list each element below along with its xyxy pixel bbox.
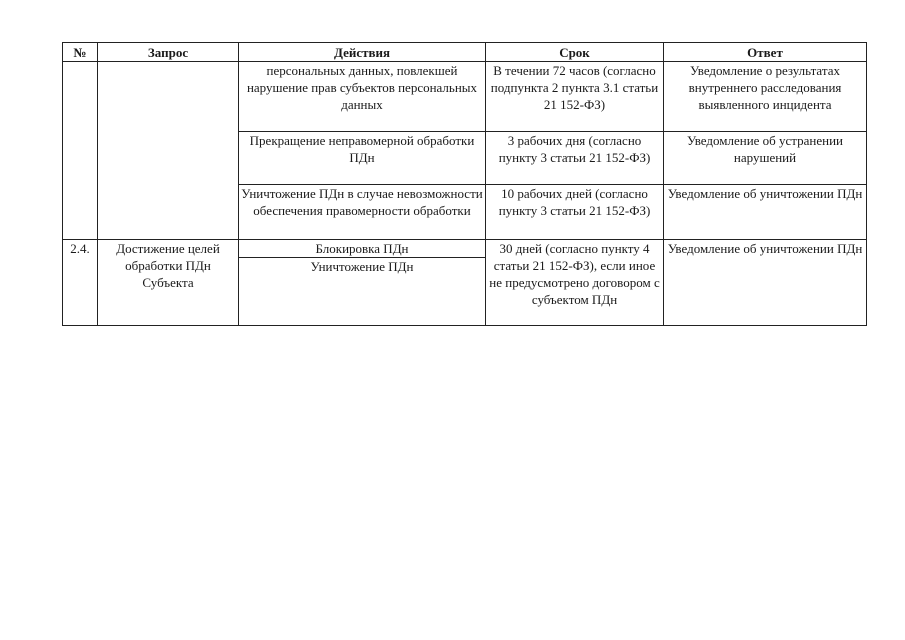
cell-action: Прекращение неправомерной обработки ПДн: [239, 132, 486, 185]
requests-table: [62, 42, 867, 326]
header-number: №: [63, 43, 98, 62]
cell-answer: Уведомление об уничтожении ПДн: [664, 240, 867, 326]
cell-term: В течении 72 часов (согласно подпункта 2 пункта 3.1 статьи 21 152-ФЗ): [486, 62, 664, 132]
cell-term: 10 рабочих дней (согласно пункту 3 статьи 21 152-ФЗ): [486, 185, 664, 240]
header-actions: Действия: [239, 43, 486, 62]
cell-number-empty: [63, 62, 98, 240]
cell-action-destroy: Уничтожение ПДн: [239, 258, 486, 326]
cell-number: 2.4.: [63, 240, 98, 326]
header-term: Срок: [486, 43, 664, 62]
cell-answer: Уведомление об устранении нарушений: [664, 132, 867, 185]
table-row: [63, 240, 867, 258]
cell-term: 30 дней (согласно пункту 4 статьи 21 152-ФЗ), если иное не предусмотрено договором с субъектом ПДн: [486, 240, 664, 326]
cell-answer: Уведомление о результатах внутреннего расследования выявленного инцидента: [664, 62, 867, 132]
cell-request-empty: [98, 62, 239, 240]
table-header-row: [63, 43, 867, 62]
cell-term: 3 рабочих дня (согласно пункту 3 статьи 21 152-ФЗ): [486, 132, 664, 185]
table-row: [63, 62, 867, 132]
cell-request: Достижение целей обработки ПДн Субъекта: [98, 240, 239, 326]
header-request: Запрос: [98, 43, 239, 62]
header-answer: Ответ: [664, 43, 867, 62]
cell-action-block: Блокировка ПДн: [239, 240, 486, 258]
cell-action: персональных данных, повлекшей нарушение прав субъектов персональных данных: [239, 62, 486, 132]
cell-action: Уничтожение ПДн в случае невозможности обеспечения правомерности обработки: [239, 185, 486, 240]
cell-answer: Уведомление об уничтожении ПДн: [664, 185, 867, 240]
